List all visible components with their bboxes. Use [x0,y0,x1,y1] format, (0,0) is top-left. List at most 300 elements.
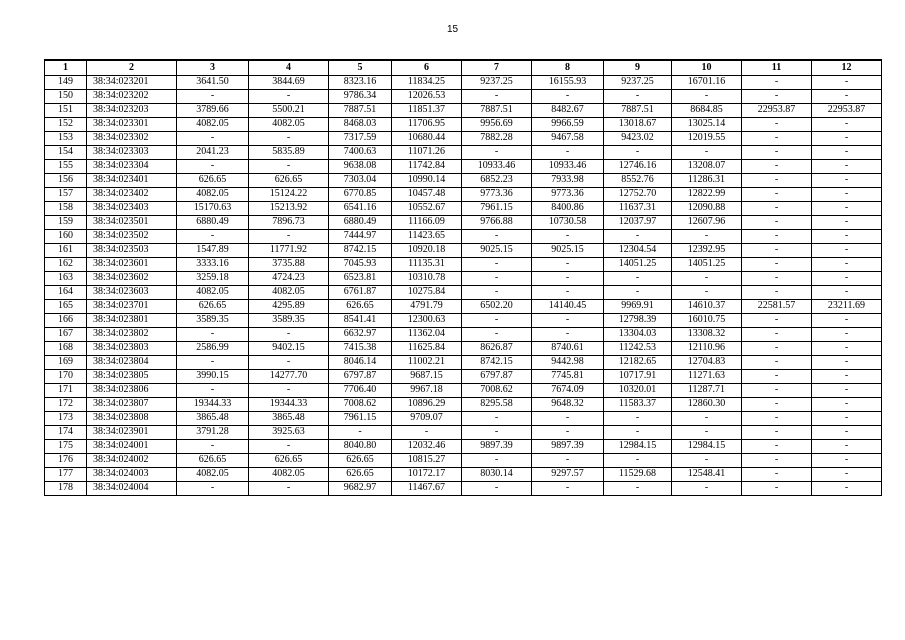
value-cell: 9969.91 [604,299,672,313]
value-cell: 5835.89 [249,145,329,159]
value-cell: - [812,201,882,215]
column-header-7: 7 [462,60,532,75]
value-cell: - [742,117,812,131]
value-cell: 7008.62 [462,383,532,397]
value-cell: - [392,425,462,439]
value-cell: 626.65 [329,299,392,313]
row-number-cell: 149 [45,75,87,89]
value-cell: 626.65 [249,173,329,187]
column-header-9: 9 [604,60,672,75]
row-number-cell: 156 [45,173,87,187]
value-cell: 12300.63 [392,313,462,327]
value-cell: - [462,229,532,243]
value-cell: 8552.76 [604,173,672,187]
value-cell: 8541.41 [329,313,392,327]
value-cell: - [812,229,882,243]
value-cell: - [812,369,882,383]
value-cell: 7961.15 [462,201,532,215]
table-row [45,145,882,159]
value-cell: - [812,397,882,411]
value-cell: 10933.46 [462,159,532,173]
value-cell: - [812,257,882,271]
table-row [45,215,882,229]
value-cell: 8030.14 [462,467,532,481]
value-cell: 12746.16 [604,159,672,173]
value-cell: 12860.30 [672,397,742,411]
value-cell: 12392.95 [672,243,742,257]
value-cell: 4082.05 [177,285,249,299]
value-cell: 626.65 [249,453,329,467]
value-cell: 8323.16 [329,75,392,89]
row-number-cell: 178 [45,481,87,495]
value-cell: 19344.33 [177,397,249,411]
row-number-cell: 162 [45,257,87,271]
value-cell: 12019.55 [672,131,742,145]
value-cell: 12548.41 [672,467,742,481]
page-number: 15 [446,24,459,35]
value-cell: 11834.25 [392,75,462,89]
value-cell: - [812,117,882,131]
value-cell: 9297.57 [532,467,604,481]
value-cell: 10896.29 [392,397,462,411]
value-cell: 7887.51 [604,103,672,117]
value-cell: - [742,187,812,201]
value-cell: 3333.16 [177,257,249,271]
value-cell: 16155.93 [532,75,604,89]
cadastral-code-cell: 38:34:023301 [87,117,177,131]
value-cell: 3589.35 [249,313,329,327]
table-row [45,173,882,187]
value-cell: 6797.87 [329,369,392,383]
value-cell: - [742,229,812,243]
value-cell: - [604,271,672,285]
row-number-cell: 154 [45,145,87,159]
value-cell: - [672,425,742,439]
value-cell: - [742,89,812,103]
row-number-cell: 170 [45,369,87,383]
table-row [45,243,882,257]
value-cell: - [462,481,532,495]
value-cell: - [462,271,532,285]
value-cell: 9237.25 [604,75,672,89]
value-cell: 626.65 [329,453,392,467]
value-cell: 13018.67 [604,117,672,131]
value-cell: 626.65 [329,467,392,481]
value-cell: - [249,229,329,243]
value-cell: 9402.15 [249,341,329,355]
value-cell: - [532,313,604,327]
value-cell: - [742,467,812,481]
value-cell: - [177,327,249,341]
row-number-cell: 161 [45,243,87,257]
value-cell: 9237.25 [462,75,532,89]
value-cell: 12182.65 [604,355,672,369]
value-cell: - [742,145,812,159]
value-cell: 7706.40 [329,383,392,397]
table-row [45,313,882,327]
value-cell: 3791.28 [177,425,249,439]
value-cell: - [742,327,812,341]
cadastral-code-cell: 38:34:023807 [87,397,177,411]
row-number-cell: 165 [45,299,87,313]
value-cell: 9956.69 [462,117,532,131]
value-cell: 11637.31 [604,201,672,215]
value-cell: 10680.44 [392,131,462,145]
cadastral-code-cell: 38:34:023302 [87,131,177,145]
value-cell: 11362.04 [392,327,462,341]
value-cell: - [177,439,249,453]
value-cell: - [177,131,249,145]
value-cell: - [249,355,329,369]
cadastral-code-cell: 38:34:023402 [87,187,177,201]
value-cell: 7674.09 [532,383,604,397]
value-cell: - [249,131,329,145]
value-cell: 9648.32 [532,397,604,411]
value-cell: - [812,271,882,285]
value-cell: - [812,215,882,229]
value-cell: - [742,257,812,271]
value-cell: - [742,355,812,369]
value-cell: 12607.96 [672,215,742,229]
cadastral-code-cell: 38:34:024002 [87,453,177,467]
value-cell: 12798.39 [604,313,672,327]
value-cell: - [812,341,882,355]
value-cell: 9766.88 [462,215,532,229]
value-cell: 11287.71 [672,383,742,397]
cadastral-code-cell: 38:34:023802 [87,327,177,341]
column-header-3: 3 [177,60,249,75]
value-cell: - [604,285,672,299]
value-cell: - [532,271,604,285]
value-cell: - [672,271,742,285]
value-cell: - [812,159,882,173]
value-cell: 11286.31 [672,173,742,187]
value-cell: - [742,75,812,89]
cadastral-code-cell: 38:34:023502 [87,229,177,243]
table-row [45,187,882,201]
value-cell: 15124.22 [249,187,329,201]
table-row [45,299,882,313]
value-cell: 11742.84 [392,159,462,173]
value-cell: 5500.21 [249,103,329,117]
value-cell: 12984.15 [672,439,742,453]
value-cell: - [532,257,604,271]
cadastral-code-cell: 38:34:023603 [87,285,177,299]
value-cell: 11242.53 [604,341,672,355]
cadastral-code-cell: 38:34:023806 [87,383,177,397]
row-number-cell: 152 [45,117,87,131]
table-row [45,383,882,397]
value-cell: - [742,201,812,215]
value-cell: 4724.23 [249,271,329,285]
value-cell: 10815.27 [392,453,462,467]
value-cell: 7415.38 [329,341,392,355]
cadastral-code-cell: 38:34:023901 [87,425,177,439]
table-row [45,131,882,145]
value-cell: 10310.78 [392,271,462,285]
cadastral-code-cell: 38:34:023801 [87,313,177,327]
value-cell: - [672,229,742,243]
value-cell: 3990.15 [177,369,249,383]
value-cell: 9709.07 [392,411,462,425]
value-cell: 4082.05 [249,467,329,481]
value-cell: 8046.14 [329,355,392,369]
value-cell: - [249,327,329,341]
row-number-cell: 155 [45,159,87,173]
value-cell: - [742,159,812,173]
value-cell: 11002.21 [392,355,462,369]
value-cell: 6502.20 [462,299,532,313]
value-cell: 9423.02 [604,131,672,145]
table-row [45,229,882,243]
value-cell: - [249,481,329,495]
value-cell: - [177,159,249,173]
column-header-6: 6 [392,60,462,75]
value-cell: 14610.37 [672,299,742,313]
table-row [45,75,882,89]
table-row [45,467,882,481]
column-header-2: 2 [87,60,177,75]
value-cell: 9786.34 [329,89,392,103]
value-cell: 7400.63 [329,145,392,159]
value-cell: 7887.51 [462,103,532,117]
value-cell: 12704.83 [672,355,742,369]
row-number-cell: 171 [45,383,87,397]
value-cell: 11583.37 [604,397,672,411]
row-number-cell: 166 [45,313,87,327]
value-cell: 12090.88 [672,201,742,215]
value-cell: - [532,327,604,341]
value-cell: 8742.15 [462,355,532,369]
cadastral-code-cell: 38:34:023803 [87,341,177,355]
value-cell: 4082.05 [249,117,329,131]
value-cell: - [672,481,742,495]
value-cell: - [672,89,742,103]
value-cell: - [742,369,812,383]
value-cell: - [462,411,532,425]
value-cell: - [812,243,882,257]
value-cell: 22581.57 [742,299,812,313]
table-body [45,75,882,495]
value-cell: - [604,425,672,439]
value-cell: 12822.99 [672,187,742,201]
value-cell: - [249,89,329,103]
value-cell: - [742,173,812,187]
value-cell: - [177,355,249,369]
value-cell: - [812,173,882,187]
table-row [45,481,882,495]
value-cell: 3844.69 [249,75,329,89]
value-cell: 9467.58 [532,131,604,145]
value-cell: 12037.97 [604,215,672,229]
cadastral-code-cell: 38:34:023602 [87,271,177,285]
value-cell: - [742,313,812,327]
value-cell: 6761.87 [329,285,392,299]
value-cell: - [177,89,249,103]
value-cell: 9773.36 [462,187,532,201]
value-cell: - [177,229,249,243]
value-cell: - [672,145,742,159]
value-cell: 14051.25 [672,257,742,271]
value-cell: - [462,453,532,467]
value-cell: - [812,313,882,327]
value-cell: - [742,341,812,355]
column-header-10: 10 [672,60,742,75]
value-cell: 7303.04 [329,173,392,187]
value-cell: 10933.46 [532,159,604,173]
value-cell: 8742.15 [329,243,392,257]
value-cell: 11271.63 [672,369,742,383]
value-cell: 10730.58 [532,215,604,229]
value-cell: 12032.46 [392,439,462,453]
table-row [45,271,882,285]
cadastral-code-cell: 38:34:023503 [87,243,177,257]
cadastral-code-cell: 38:34:024004 [87,481,177,495]
value-cell: 626.65 [177,299,249,313]
cadastral-code-cell: 38:34:023203 [87,103,177,117]
value-cell: - [812,89,882,103]
row-number-cell: 158 [45,201,87,215]
value-cell: 6852.23 [462,173,532,187]
value-cell: - [532,145,604,159]
value-cell: 10457.48 [392,187,462,201]
value-cell: 3589.35 [177,313,249,327]
value-cell: 10717.91 [604,369,672,383]
table-row [45,397,882,411]
value-cell: 22953.87 [812,103,882,117]
value-cell: 3865.48 [249,411,329,425]
value-cell: 9897.39 [532,439,604,453]
value-cell: - [604,411,672,425]
value-cell: - [742,397,812,411]
value-cell: 23211.69 [812,299,882,313]
value-cell: - [672,285,742,299]
value-cell: 7317.59 [329,131,392,145]
value-cell: 6880.49 [177,215,249,229]
value-cell: 7008.62 [329,397,392,411]
value-cell: 4295.89 [249,299,329,313]
value-cell: - [604,481,672,495]
row-number-cell: 167 [45,327,87,341]
value-cell: 12026.53 [392,89,462,103]
value-cell: 8740.61 [532,341,604,355]
value-cell: 11423.65 [392,229,462,243]
value-cell: - [329,425,392,439]
value-cell: 13308.32 [672,327,742,341]
value-cell: - [532,425,604,439]
column-header-4: 4 [249,60,329,75]
row-number-cell: 172 [45,397,87,411]
value-cell: 12110.96 [672,341,742,355]
value-cell: 1547.89 [177,243,249,257]
table-row [45,89,882,103]
value-cell: 14051.25 [604,257,672,271]
cadastral-code-cell: 38:34:024003 [87,467,177,481]
value-cell: - [672,453,742,467]
row-number-cell: 160 [45,229,87,243]
cadastral-code-cell: 38:34:023201 [87,75,177,89]
value-cell: - [742,271,812,285]
value-cell: - [812,285,882,299]
value-cell: 8468.03 [329,117,392,131]
value-cell: 8684.85 [672,103,742,117]
value-cell: 10990.14 [392,173,462,187]
cadastral-code-cell: 38:34:024001 [87,439,177,453]
value-cell: 7933.98 [532,173,604,187]
row-number-cell: 168 [45,341,87,355]
cadastral-code-cell: 38:34:023804 [87,355,177,369]
value-cell: 8295.58 [462,397,532,411]
value-cell: - [742,383,812,397]
value-cell: 7896.73 [249,215,329,229]
table-row [45,341,882,355]
value-cell: 9967.18 [392,383,462,397]
value-cell: - [532,453,604,467]
table-row [45,117,882,131]
value-cell: 8626.87 [462,341,532,355]
value-cell: 15213.92 [249,201,329,215]
value-cell: 11706.95 [392,117,462,131]
table-row [45,103,882,117]
value-cell: - [812,439,882,453]
value-cell: 6797.87 [462,369,532,383]
value-cell: - [812,327,882,341]
cadastral-code-cell: 38:34:023805 [87,369,177,383]
column-header-11: 11 [742,60,812,75]
value-cell: 9897.39 [462,439,532,453]
value-cell: - [742,481,812,495]
value-cell: - [812,453,882,467]
value-cell: 3259.18 [177,271,249,285]
value-cell: - [462,327,532,341]
value-cell: - [462,257,532,271]
value-cell: - [742,285,812,299]
value-cell: 3925.63 [249,425,329,439]
row-number-cell: 174 [45,425,87,439]
value-cell: 9025.15 [462,243,532,257]
cadastral-code-cell: 38:34:023401 [87,173,177,187]
value-cell: 9966.59 [532,117,604,131]
cadastral-code-cell: 38:34:023304 [87,159,177,173]
value-cell: - [532,285,604,299]
column-header-8: 8 [532,60,604,75]
value-cell: 4082.05 [177,117,249,131]
row-number-cell: 177 [45,467,87,481]
table-row [45,369,882,383]
value-cell: 22953.87 [742,103,812,117]
value-cell: 2041.23 [177,145,249,159]
value-cell: 13208.07 [672,159,742,173]
table-row [45,355,882,369]
row-number-cell: 173 [45,411,87,425]
value-cell: - [812,481,882,495]
value-cell: 8040.80 [329,439,392,453]
value-cell: - [532,481,604,495]
value-cell: - [532,89,604,103]
table-header-row [45,60,882,75]
value-cell: - [812,75,882,89]
value-cell: 11529.68 [604,467,672,481]
value-cell: 8400.86 [532,201,604,215]
value-cell: 626.65 [177,453,249,467]
row-number-cell: 175 [45,439,87,453]
value-cell: 7045.93 [329,257,392,271]
value-cell: 10275.84 [392,285,462,299]
value-cell: 10552.67 [392,201,462,215]
value-cell: 11467.67 [392,481,462,495]
value-cell: 12752.70 [604,187,672,201]
value-cell: 7882.28 [462,131,532,145]
